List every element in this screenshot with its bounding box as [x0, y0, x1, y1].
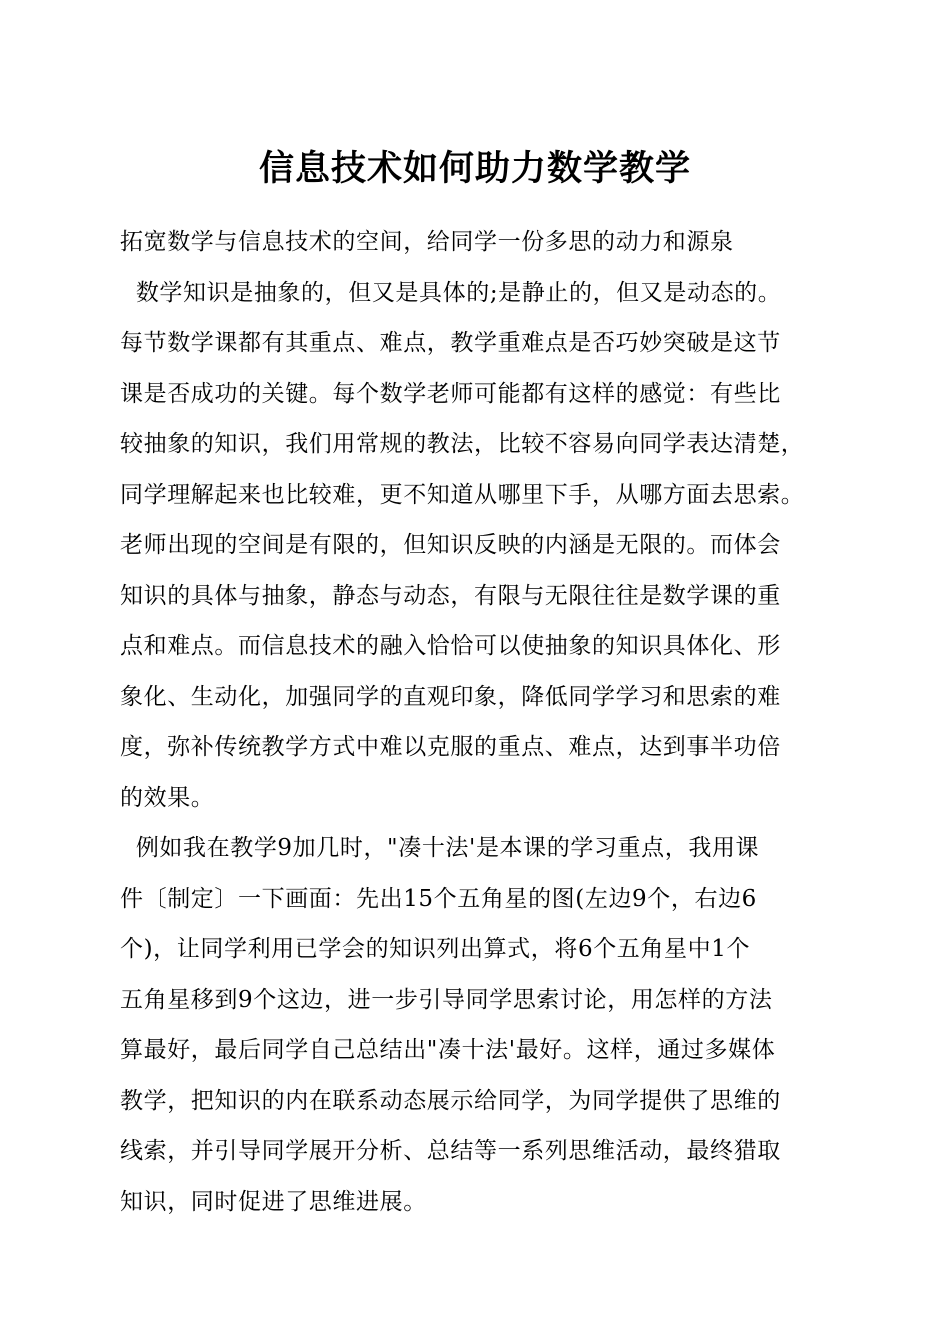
text-line: 每节数学课都有其重点、难点，教学重难点是否巧妙突破是这节	[120, 330, 781, 356]
text-line: 较抽象的知识，我们用常规的教法，比较不容易向同学表达清楚，	[120, 431, 805, 457]
text-line: 老师出现的空间是有限的，但知识反映的内涵是无限的。而体会	[120, 532, 781, 558]
text-line: 拓宽数学与信息技术的空间，给同学一份多思的动力和源泉	[120, 229, 734, 255]
text-line: 课是否成功的关键。每个数学老师可能都有这样的感觉：有些比	[120, 380, 781, 407]
text-line: 同学理解起来也比较难，更不知道从哪里下手，从哪方面去思索。	[120, 481, 805, 508]
text-line: 点和难点。而信息技术的融入恰恰可以使抽象的知识具体化、形	[120, 633, 781, 659]
text-line: 知识，同时促进了思维进展。	[120, 1188, 427, 1215]
text-line: 例如我在教学9加几时，"凑十法'是本课的学习重点，我用课	[120, 835, 760, 861]
text-line: 教学，把知识的内在联系动态展示给同学，为同学提供了思维的	[120, 1087, 781, 1114]
text-line: 五角星移到9个这边，进一步引导同学思索讨论，用怎样的方法	[120, 986, 773, 1013]
text-line: 的效果。	[120, 784, 215, 811]
text-line: 算最好，最后同学自己总结出"凑十法'最好。这样，通过多媒体	[120, 1037, 776, 1063]
text-line: 数学知识是抽象的，但又是具体的;是静止的，但又是动态的。	[120, 279, 782, 306]
text-line: 件〔制定〕一下画面：先出15个五角星的图(左边9个，右边6	[120, 885, 757, 912]
text-line: 线索，并引导同学展开分析、总结等一系列思维活动，最终猎取	[120, 1138, 781, 1164]
document-title: 信息技术如何助力数学教学	[258, 148, 691, 189]
text-line: 知识的具体与抽象，静态与动态，有限与无限往往是数学课的重	[120, 582, 781, 609]
text-line: 度，弥补传统教学方式中难以克服的重点、难点，达到事半功倍	[120, 734, 781, 760]
text-line: 个)，让同学利用已学会的知识列出算式，将6个五角星中1个	[120, 936, 751, 962]
text-line: 象化、生动化，加强同学的直观印象，降低同学学习和思索的难	[120, 683, 781, 710]
document-body	[120, 217, 836, 1227]
